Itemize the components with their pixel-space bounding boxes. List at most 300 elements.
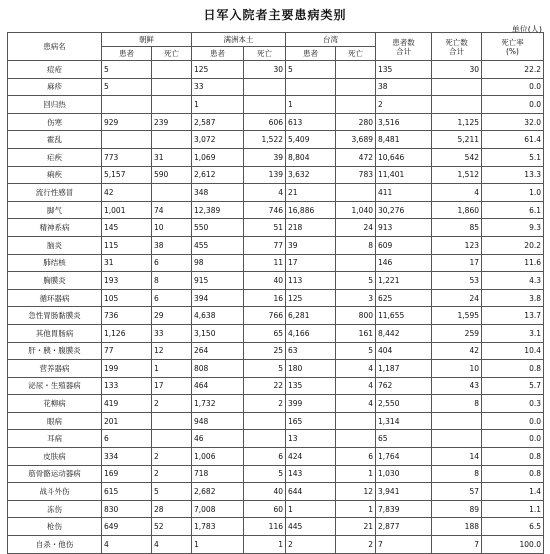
taiwan-deaths-cell: 3: [336, 289, 376, 307]
death-rate-cell: 0.0: [482, 430, 544, 448]
korea-deaths-cell: 1: [152, 360, 192, 378]
disease-name-cell: 麻疹: [8, 78, 102, 96]
korea-deaths-cell: [152, 184, 192, 202]
death-rate-cell: 32.0: [482, 113, 544, 131]
death-rate-cell: 0.0: [482, 412, 544, 430]
manchuria-deaths-cell: 16: [244, 289, 286, 307]
taiwan-deaths-cell: [336, 412, 376, 430]
header-group-taiwan: 台湾: [286, 33, 376, 47]
death-rate-cell: 9.3: [482, 219, 544, 237]
disease-name-cell: 痘疮: [8, 61, 102, 79]
total-patients-cell: 30,276: [376, 201, 432, 219]
manchuria-deaths-cell: 1,522: [244, 131, 286, 149]
total-deaths-cell: 1,860: [432, 201, 482, 219]
total-deaths-cell: 14: [432, 448, 482, 466]
korea-patients-cell: 929: [102, 113, 152, 131]
taiwan-patients-cell: 63: [286, 342, 336, 360]
korea-patients-cell: 419: [102, 395, 152, 413]
manchuria-patients-cell: 3,072: [192, 131, 244, 149]
korea-deaths-cell: 17: [152, 377, 192, 395]
manchuria-deaths-cell: 77: [244, 236, 286, 254]
manchuria-patients-cell: 394: [192, 289, 244, 307]
taiwan-patients-cell: 2: [286, 536, 336, 554]
taiwan-patients-cell: 5: [286, 61, 336, 79]
manchuria-patients-cell: 348: [192, 184, 244, 202]
death-rate-cell: 0.3: [482, 395, 544, 413]
death-rate-cell: 20.2: [482, 236, 544, 254]
manchuria-patients-cell: 550: [192, 219, 244, 237]
death-rate-cell: 11.6: [482, 254, 544, 272]
table-row: [8, 500, 544, 518]
manchuria-deaths-cell: 4: [244, 184, 286, 202]
taiwan-patients-cell: 4,166: [286, 324, 336, 342]
korea-patients-cell: 6: [102, 430, 152, 448]
korea-patients-cell: [102, 131, 152, 149]
manchuria-deaths-cell: 6: [244, 448, 286, 466]
death-rate-cell: 1.4: [482, 483, 544, 501]
death-rate-cell: 13.3: [482, 166, 544, 184]
korea-patients-cell: 5: [102, 78, 152, 96]
table-row: [8, 166, 544, 184]
table-row: [8, 148, 544, 166]
taiwan-patients-cell: 424: [286, 448, 336, 466]
taiwan-deaths-cell: 1: [336, 465, 376, 483]
korea-patients-cell: 201: [102, 412, 152, 430]
total-patients-cell: 65: [376, 430, 432, 448]
death-rate-cell: 3.8: [482, 289, 544, 307]
total-patients-cell: 2: [376, 96, 432, 114]
disease-name-cell: 其他胃肠病: [8, 324, 102, 342]
korea-deaths-cell: 5: [152, 483, 192, 501]
taiwan-patients-cell: 13: [286, 430, 336, 448]
korea-patients-cell: 5,157: [102, 166, 152, 184]
taiwan-patients-cell: 8,804: [286, 148, 336, 166]
total-deaths-cell: 10: [432, 360, 482, 378]
total-deaths-cell: 53: [432, 272, 482, 290]
death-rate-cell: 5.7: [482, 377, 544, 395]
korea-deaths-cell: [152, 412, 192, 430]
manchuria-patients-cell: 2,587: [192, 113, 244, 131]
manchuria-patients-cell: 3,150: [192, 324, 244, 342]
taiwan-patients-cell: 5,409: [286, 131, 336, 149]
header-disease: 患病名: [8, 33, 102, 61]
table-row: [8, 272, 544, 290]
taiwan-deaths-cell: [336, 96, 376, 114]
korea-deaths-cell: 4: [152, 536, 192, 554]
manchuria-deaths-cell: 30: [244, 61, 286, 79]
korea-deaths-cell: 31: [152, 148, 192, 166]
korea-patients-cell: 5: [102, 61, 152, 79]
table-row: [8, 360, 544, 378]
taiwan-patients-cell: 17: [286, 254, 336, 272]
taiwan-patients-cell: [286, 78, 336, 96]
manchuria-deaths-cell: [244, 78, 286, 96]
korea-patients-cell: 145: [102, 219, 152, 237]
total-deaths-cell: 24: [432, 289, 482, 307]
total-patients-cell: 762: [376, 377, 432, 395]
table-row: [8, 307, 544, 325]
taiwan-deaths-cell: 4: [336, 377, 376, 395]
table-row: [8, 518, 544, 536]
taiwan-deaths-cell: 8: [336, 236, 376, 254]
korea-patients-cell: 133: [102, 377, 152, 395]
manchuria-patients-cell: 98: [192, 254, 244, 272]
header-death-rate-line1: 死亡率: [501, 37, 524, 47]
table-row: [8, 289, 544, 307]
header-total-patients-line1: 患者数: [392, 37, 415, 47]
total-deaths-cell: [432, 412, 482, 430]
disease-name-cell: 战斗外伤: [8, 483, 102, 501]
header-total-patients: [376, 33, 432, 61]
table-row: [8, 342, 544, 360]
taiwan-patients-cell: 135: [286, 377, 336, 395]
taiwan-deaths-cell: 3,689: [336, 131, 376, 149]
manchuria-patients-cell: 1,783: [192, 518, 244, 536]
disease-name-cell: 伤寒: [8, 113, 102, 131]
taiwan-patients-cell: 21: [286, 184, 336, 202]
total-deaths-cell: [432, 96, 482, 114]
total-patients-cell: 8,481: [376, 131, 432, 149]
total-deaths-cell: 1,125: [432, 113, 482, 131]
korea-deaths-cell: [152, 96, 192, 114]
manchuria-deaths-cell: 1: [244, 536, 286, 554]
korea-deaths-cell: 6: [152, 254, 192, 272]
total-patients-cell: 135: [376, 61, 432, 79]
taiwan-deaths-cell: [336, 430, 376, 448]
death-rate-cell: 22.2: [482, 61, 544, 79]
taiwan-deaths-cell: 161: [336, 324, 376, 342]
total-patients-cell: 625: [376, 289, 432, 307]
korea-patients-cell: 830: [102, 500, 152, 518]
total-patients-cell: 1,221: [376, 272, 432, 290]
total-patients-cell: 3,941: [376, 483, 432, 501]
header-patient: 患者: [286, 47, 336, 61]
disease-name-cell: 流行性感冒: [8, 184, 102, 202]
korea-deaths-cell: 6: [152, 289, 192, 307]
total-deaths-cell: 17: [432, 254, 482, 272]
total-deaths-cell: 8: [432, 465, 482, 483]
manchuria-patients-cell: 718: [192, 465, 244, 483]
manchuria-patients-cell: 33: [192, 78, 244, 96]
taiwan-patients-cell: 165: [286, 412, 336, 430]
total-patients-cell: 404: [376, 342, 432, 360]
header-total-patients-line2: 合计: [396, 46, 411, 56]
korea-patients-cell: 105: [102, 289, 152, 307]
taiwan-patients-cell: 113: [286, 272, 336, 290]
korea-patients-cell: 773: [102, 148, 152, 166]
total-patients-cell: 11,655: [376, 307, 432, 325]
manchuria-patients-cell: 948: [192, 412, 244, 430]
disease-name-cell: 花柳病: [8, 395, 102, 413]
total-deaths-cell: 89: [432, 500, 482, 518]
manchuria-patients-cell: 2,612: [192, 166, 244, 184]
table-row: [8, 219, 544, 237]
korea-patients-cell: 31: [102, 254, 152, 272]
death-rate-cell: 1.0: [482, 184, 544, 202]
table-title: 日军入院者主要患病类别: [203, 8, 347, 22]
total-deaths-cell: 188: [432, 518, 482, 536]
manchuria-deaths-cell: 766: [244, 307, 286, 325]
manchuria-deaths-cell: 139: [244, 166, 286, 184]
taiwan-deaths-cell: 21: [336, 518, 376, 536]
table-row: [8, 324, 544, 342]
taiwan-patients-cell: 125: [286, 289, 336, 307]
total-deaths-cell: 42: [432, 342, 482, 360]
manchuria-deaths-cell: 25: [244, 342, 286, 360]
korea-deaths-cell: 2: [152, 448, 192, 466]
manchuria-patients-cell: 12,389: [192, 201, 244, 219]
header-patient: 患者: [102, 47, 152, 61]
taiwan-deaths-cell: 1: [336, 500, 376, 518]
death-rate-cell: 6.1: [482, 201, 544, 219]
manchuria-patients-cell: 2,682: [192, 483, 244, 501]
manchuria-deaths-cell: 51: [244, 219, 286, 237]
manchuria-deaths-cell: 116: [244, 518, 286, 536]
korea-patients-cell: 115: [102, 236, 152, 254]
manchuria-patients-cell: 455: [192, 236, 244, 254]
korea-patients-cell: 736: [102, 307, 152, 325]
death-rate-cell: 1.1: [482, 500, 544, 518]
total-patients-cell: 3,516: [376, 113, 432, 131]
disease-name-cell: 枪伤: [8, 518, 102, 536]
manchuria-patients-cell: 1,006: [192, 448, 244, 466]
table-row: [8, 254, 544, 272]
korea-patients-cell: 77: [102, 342, 152, 360]
taiwan-deaths-cell: 5: [336, 342, 376, 360]
table-body: [8, 61, 544, 554]
korea-deaths-cell: 29: [152, 307, 192, 325]
death-rate-cell: 13.7: [482, 307, 544, 325]
death-rate-cell: 0.0: [482, 78, 544, 96]
death-rate-cell: 4.3: [482, 272, 544, 290]
manchuria-patients-cell: 46: [192, 430, 244, 448]
table-row: [8, 448, 544, 466]
korea-deaths-cell: [152, 78, 192, 96]
header-death: 死亡: [152, 47, 192, 61]
manchuria-deaths-cell: 606: [244, 113, 286, 131]
header-total-deaths-line1: 死亡数: [445, 37, 468, 47]
manchuria-deaths-cell: 2: [244, 395, 286, 413]
death-rate-cell: 61.4: [482, 131, 544, 149]
taiwan-deaths-cell: 24: [336, 219, 376, 237]
disease-name-cell: 循环器病: [8, 289, 102, 307]
korea-deaths-cell: 8: [152, 272, 192, 290]
header-group-korea: 朝鲜: [102, 33, 192, 47]
death-rate-cell: 5.1: [482, 148, 544, 166]
disease-name-cell: 痢疾: [8, 166, 102, 184]
total-deaths-cell: 5,211: [432, 131, 482, 149]
taiwan-patients-cell: 644: [286, 483, 336, 501]
death-rate-cell: 0.8: [482, 465, 544, 483]
table-row: [8, 113, 544, 131]
table-row: [8, 536, 544, 554]
total-patients-cell: 913: [376, 219, 432, 237]
total-deaths-cell: 8: [432, 395, 482, 413]
taiwan-patients-cell: 445: [286, 518, 336, 536]
taiwan-deaths-cell: 472: [336, 148, 376, 166]
total-deaths-cell: 7: [432, 536, 482, 554]
death-rate-cell: 3.1: [482, 324, 544, 342]
disease-name-cell: 耳病: [8, 430, 102, 448]
table-row: [8, 61, 544, 79]
disease-name-cell: 脚气: [8, 201, 102, 219]
disease-name-cell: 眼病: [8, 412, 102, 430]
taiwan-deaths-cell: [336, 254, 376, 272]
korea-patients-cell: 4: [102, 536, 152, 554]
header-death-rate: [482, 33, 544, 61]
disease-name-cell: 疟疾: [8, 148, 102, 166]
total-deaths-cell: 1,595: [432, 307, 482, 325]
manchuria-deaths-cell: 5: [244, 360, 286, 378]
manchuria-patients-cell: 7,008: [192, 500, 244, 518]
taiwan-patients-cell: 1: [286, 500, 336, 518]
total-deaths-cell: 57: [432, 483, 482, 501]
total-patients-cell: 8,442: [376, 324, 432, 342]
total-patients-cell: 146: [376, 254, 432, 272]
korea-patients-cell: 169: [102, 465, 152, 483]
korea-deaths-cell: 74: [152, 201, 192, 219]
taiwan-deaths-cell: 4: [336, 360, 376, 378]
table-row: [8, 184, 544, 202]
korea-patients-cell: 1,001: [102, 201, 152, 219]
total-patients-cell: 10,646: [376, 148, 432, 166]
total-patients-cell: 38: [376, 78, 432, 96]
total-deaths-cell: 85: [432, 219, 482, 237]
manchuria-deaths-cell: [244, 430, 286, 448]
korea-patients-cell: 199: [102, 360, 152, 378]
death-rate-cell: 0.8: [482, 360, 544, 378]
manchuria-deaths-cell: [244, 96, 286, 114]
header-total-deaths: [432, 33, 482, 61]
header-group-manchuria: 满洲本土: [192, 33, 286, 47]
death-rate-cell: 0.0: [482, 96, 544, 114]
total-deaths-cell: 30: [432, 61, 482, 79]
total-patients-cell: 2,550: [376, 395, 432, 413]
manchuria-deaths-cell: 39: [244, 148, 286, 166]
table-row: [8, 412, 544, 430]
total-deaths-cell: 542: [432, 148, 482, 166]
total-patients-cell: 1,187: [376, 360, 432, 378]
table-row: [8, 395, 544, 413]
disease-name-cell: 精神系病: [8, 219, 102, 237]
total-deaths-cell: 1,512: [432, 166, 482, 184]
manchuria-patients-cell: 125: [192, 61, 244, 79]
manchuria-deaths-cell: 60: [244, 500, 286, 518]
total-patients-cell: 2,877: [376, 518, 432, 536]
table-row: [8, 131, 544, 149]
disease-name-cell: 自杀・他伤: [8, 536, 102, 554]
taiwan-deaths-cell: [336, 78, 376, 96]
taiwan-deaths-cell: 4: [336, 395, 376, 413]
disease-name-cell: 冻伤: [8, 500, 102, 518]
taiwan-patients-cell: 6,281: [286, 307, 336, 325]
total-deaths-cell: [432, 78, 482, 96]
taiwan-deaths-cell: 800: [336, 307, 376, 325]
total-patients-cell: 1,764: [376, 448, 432, 466]
total-patients-cell: 609: [376, 236, 432, 254]
header-total-deaths-line2: 合计: [449, 46, 464, 56]
korea-deaths-cell: 52: [152, 518, 192, 536]
manchuria-deaths-cell: 22: [244, 377, 286, 395]
total-deaths-cell: [432, 430, 482, 448]
korea-deaths-cell: 239: [152, 113, 192, 131]
total-patients-cell: 11,401: [376, 166, 432, 184]
taiwan-deaths-cell: 783: [336, 166, 376, 184]
manchuria-patients-cell: 1: [192, 536, 244, 554]
manchuria-deaths-cell: 11: [244, 254, 286, 272]
taiwan-deaths-cell: 6: [336, 448, 376, 466]
disease-name-cell: 营养器病: [8, 360, 102, 378]
korea-deaths-cell: 33: [152, 324, 192, 342]
header-death: 死亡: [244, 47, 286, 61]
manchuria-patients-cell: 1: [192, 96, 244, 114]
total-patients-cell: 1,314: [376, 412, 432, 430]
korea-deaths-cell: 28: [152, 500, 192, 518]
header-row-1: [8, 33, 544, 47]
taiwan-patients-cell: 218: [286, 219, 336, 237]
manchuria-patients-cell: 4,638: [192, 307, 244, 325]
total-patients-cell: 1,030: [376, 465, 432, 483]
total-patients-cell: 7,839: [376, 500, 432, 518]
korea-deaths-cell: [152, 430, 192, 448]
taiwan-patients-cell: 180: [286, 360, 336, 378]
header-patient: 患者: [192, 47, 244, 61]
death-rate-cell: 0.8: [482, 448, 544, 466]
header-death: 死亡: [336, 47, 376, 61]
table-row: [8, 483, 544, 501]
table-row: [8, 201, 544, 219]
total-deaths-cell: 43: [432, 377, 482, 395]
korea-deaths-cell: 2: [152, 395, 192, 413]
korea-deaths-cell: 590: [152, 166, 192, 184]
taiwan-patients-cell: 399: [286, 395, 336, 413]
disease-table: [7, 32, 544, 554]
disease-name-cell: 脑炎: [8, 236, 102, 254]
total-deaths-cell: 259: [432, 324, 482, 342]
disease-name-cell: 筋骨骼运动器病: [8, 465, 102, 483]
korea-deaths-cell: 10: [152, 219, 192, 237]
taiwan-deaths-cell: [336, 184, 376, 202]
manchuria-deaths-cell: 40: [244, 483, 286, 501]
korea-deaths-cell: 2: [152, 465, 192, 483]
death-rate-cell: 100.0: [482, 536, 544, 554]
korea-deaths-cell: [152, 61, 192, 79]
taiwan-deaths-cell: 280: [336, 113, 376, 131]
korea-patients-cell: 649: [102, 518, 152, 536]
taiwan-patients-cell: 613: [286, 113, 336, 131]
death-rate-cell: 6.5: [482, 518, 544, 536]
disease-name-cell: 泌尿・生殖器病: [8, 377, 102, 395]
manchuria-patients-cell: 1,732: [192, 395, 244, 413]
table-row: [8, 377, 544, 395]
manchuria-deaths-cell: [244, 412, 286, 430]
korea-patients-cell: 615: [102, 483, 152, 501]
manchuria-patients-cell: 264: [192, 342, 244, 360]
disease-name-cell: 肺结核: [8, 254, 102, 272]
disease-name-cell: 皮肤病: [8, 448, 102, 466]
disease-name-cell: 霍乱: [8, 131, 102, 149]
table-row: [8, 430, 544, 448]
total-deaths-cell: 4: [432, 184, 482, 202]
manchuria-patients-cell: 1,069: [192, 148, 244, 166]
total-patients-cell: 7: [376, 536, 432, 554]
korea-deaths-cell: 12: [152, 342, 192, 360]
taiwan-patients-cell: 39: [286, 236, 336, 254]
manchuria-deaths-cell: 65: [244, 324, 286, 342]
korea-patients-cell: 193: [102, 272, 152, 290]
taiwan-patients-cell: 1: [286, 96, 336, 114]
header-death-rate-line2: (%): [506, 46, 519, 56]
